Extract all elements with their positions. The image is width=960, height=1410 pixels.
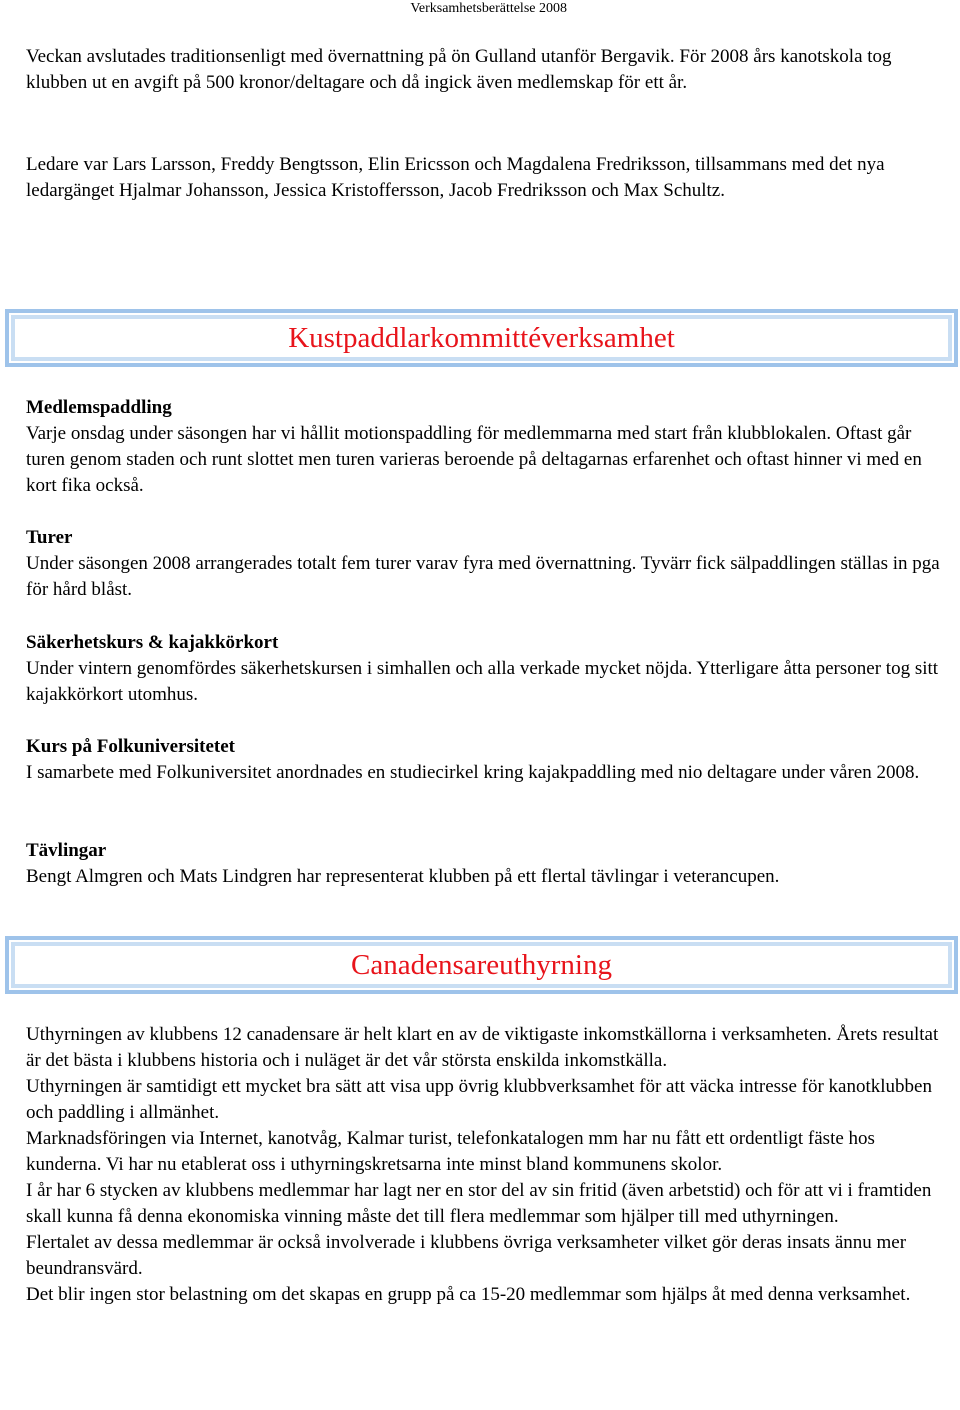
subsection-body: I samarbete med Folkuniversitet anordnades en studiecirkel kring kajakpaddling med nio deltagare under våren 2008. [26,762,920,783]
subsection-heading: Medlemspaddling [26,397,172,418]
section-banner-kustpaddlar [5,309,958,367]
subsection-medlemspaddling [26,395,946,499]
body-paragraph: Det blir ingen stor belastning om det skapas en grupp på ca 15-20 medlemmar som hjälps åt med denna verksamhet. [26,1284,911,1305]
intro-text-1: Veckan avslutades traditionsenligt med övernattning på ön Gulland utanför Bergavik. För 2008 års kanotskola tog klubben ut en avgift på 500 kronor/deltagare och då ingick även medlemskap för ett år. [26,46,892,93]
body-paragraph: Uthyrningen är samtidigt ett mycket bra sätt att visa upp övrig klubbverksamhet för att väcka intresse för kanotklubben och paddling i allmänhet. [26,1076,932,1123]
subsection-tavlingar [26,838,946,890]
section-title: Canadensareuthyrning [351,949,612,981]
section-title: Kustpaddlarkommittéverksamhet [288,322,675,354]
body-paragraph: I år har 6 stycken av klubbens medlemmar har lagt ner en stor del av sin fritid (även arbetstid) och för att vi i framtiden skall kunna få denna ekonomiska vinning måste det till flera medlemmar som hjälper till med uthyrningen. [26,1180,932,1227]
subsection-heading: Säkerhetskurs & kajakkörkort [26,632,279,653]
intro-text-2: Ledare var Lars Larsson, Freddy Bengtsson, Elin Ericsson och Magdalena Fredriksson, tillsammans med det nya ledargänget Hjalmar Johansson, Jessica Kristoffersson, Jacob Fredriksson och Max Schultz. [26,154,885,201]
subsection-body: Varje onsdag under säsongen har vi hållit motionspaddling för medlemmarna med start från klubblokalen. Oftast går turen genom staden och runt slottet men turen varieras beroende på deltagarnas erfarenhet och oftast hinner vi med en kort fika också. [26,423,922,496]
intro-paragraph-1 [26,44,946,96]
subsection-body: Under vintern genomfördes säkerhetskursen i simhallen och alla verkade mycket nöjda. Ytterligare åtta personer tog sitt kajakkörkort utomhus. [26,658,939,705]
subsection-sakerhetskurs [26,630,946,708]
section-banner-canadensare [5,936,958,994]
body-paragraph: Uthyrningen av klubbens 12 canadensare är helt klart en av de viktigaste inkomstkällorna i verksamheten. Årets resultat är det bästa i klubbens historia och i nuläget är det vår största enskilda inkomstkälla. [26,1024,939,1071]
subsection-heading: Kurs på Folkuniversitetet [26,736,235,757]
subsection-folkuniversitetet [26,734,946,786]
subsection-body: Bengt Almgren och Mats Lindgren har representerat klubben på ett flertal tävlingar i veterancupen. [26,866,780,887]
running-header: Verksamhetsberättelse 2008 [410,1,567,16]
subsection-turer [26,525,946,603]
subsection-heading: Turer [26,527,73,548]
canadensare-body [26,1022,946,1308]
intro-paragraph-2 [26,152,946,204]
subsection-heading: Tävlingar [26,840,107,861]
body-paragraph: Marknadsföringen via Internet, kanotvåg, Kalmar turist, telefonkatalogen mm har nu fått ett ordentligt fäste hos kunderna. Vi har nu etablerat oss i uthyrningskretsarna inte minst bland kommunens skolor. [26,1128,875,1175]
body-paragraph: Flertalet av dessa medlemmar är också involverade i klubbens övriga verksamheter vilket gör deras insats ännu mer beundransvärd. [26,1232,907,1279]
subsection-body: Under säsongen 2008 arrangerades totalt fem turer varav fyra med övernattning. Tyvärr fick sälpaddlingen ställas in pga för hård blåst. [26,553,940,600]
